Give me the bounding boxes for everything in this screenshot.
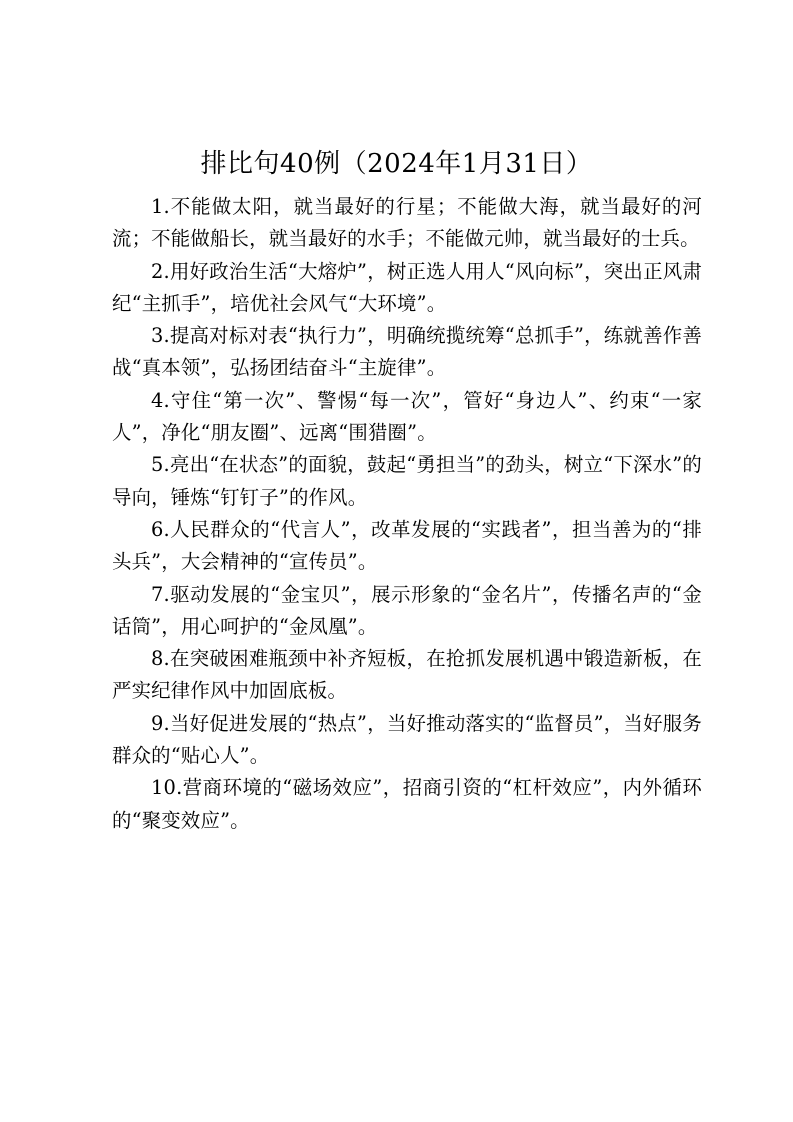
paragraph-10: 10.营商环境的“磁场效应”，招商引资的“杠杆效应”，内外循环的“聚变效应”。	[112, 776, 702, 832]
document-title: 排比句40例（2024年1月31日）	[200, 149, 593, 179]
paragraph-2: 2.用好政治生活“大熔炉”，树正选人用人“风向标”，突出正风肃纪“主抓手”，培优社会风气“大环境”。	[112, 259, 702, 315]
paragraph-7: 7.驱动发展的“金宝贝”，展示形象的“金名片”，传播名声的“金话筒”，用心呵护的“金凤凰”。	[112, 582, 702, 638]
paragraph-9: 9.当好促进发展的“热点”，当好推动落实的“监督员”，当好服务群众的“贴心人”。	[112, 711, 702, 768]
document-body	[112, 191, 702, 837]
paragraph-6: 6.人民群众的“代言人”，改革发展的“实践者”，担当善为的“排头兵”，大会精神的“宣传员”。	[112, 517, 702, 574]
paragraph-3: 3.提高对标对表“执行力”，明确统揽统筹“总抓手”，练就善作善战“真本领”，弘扬团结奋斗“主旋律”。	[112, 324, 702, 380]
paragraph-4: 4.守住“第一次”、警惕“每一次”，管好“身边人”、约束“一家人”，净化“朋友圈”、远离“围猎圈”。	[112, 388, 702, 445]
paragraph-5: 5.亮出“在状态”的面貌，鼓起“勇担当”的劲头，树立“下深水”的导向，锤炼“钉钉子”的作风。	[112, 453, 702, 509]
paragraph-8: 8.在突破困难瓶颈中补齐短板，在抢抓发展机遇中锻造新板，在严实纪律作风中加固底板。	[112, 647, 702, 703]
paragraph-1: 1.不能做太阳，就当最好的行星；不能做大海，就当最好的河流；不能做船长，就当最好的水手；不能做元帅，就当最好的士兵。	[112, 195, 702, 251]
